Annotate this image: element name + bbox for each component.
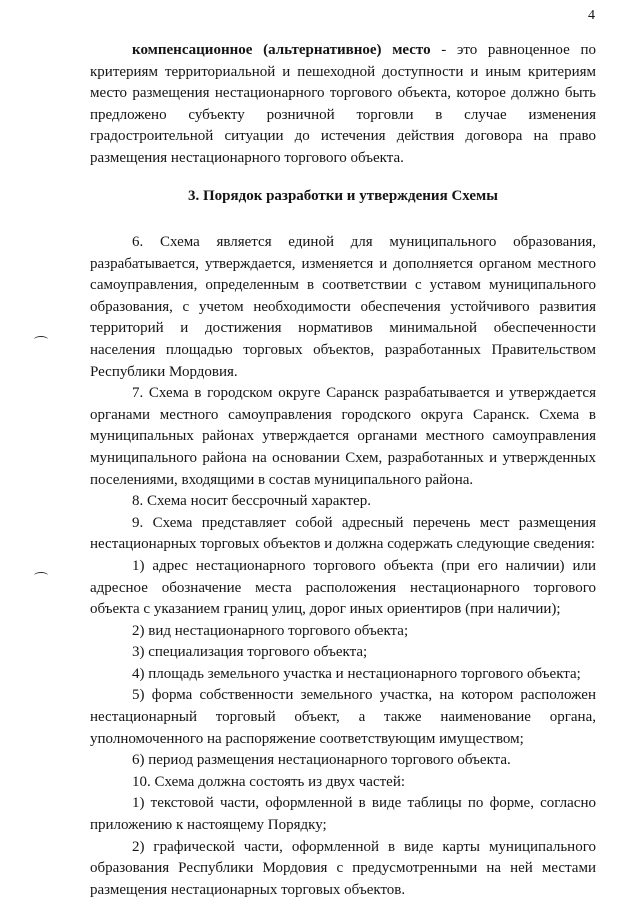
paragraph-9-item-5: 5) форма собственности земельного участка, на котором расположен нестационарный торговый объект, а также наименование органа, уполномоченного на распоряжение соответствующим имуществом; bbox=[90, 687, 596, 747]
paragraph-10-item-2: 2) графической части, оформленной в виде карты муниципального образования Республики Мордовия с предусмотренными на ней местами размещения нестационарных торговых объектов. bbox=[90, 838, 596, 898]
paragraph-9-item-3: 3) специализация торгового объекта; bbox=[132, 644, 368, 661]
paragraph-9-item-4: 4) площадь земельного участка и нестационарного торгового объекта; bbox=[132, 665, 581, 682]
section-heading: 3. Порядок разработки и утверждения Схемы bbox=[187, 188, 498, 204]
paragraph-10-item-1: 1) текстовой части, оформленной в виде таблицы по форме, согласно приложению к настоящему Порядку; bbox=[90, 795, 596, 834]
paragraph-10: 10. Схема должна состоять из двух частей: bbox=[132, 773, 406, 790]
paragraph-9-item-1: 1) адрес нестационарного торгового объекта (при его наличии) или адресное обозначение места расположения нестационарного торгового объекта с указанием границ улиц, дорог иных ориентиров (при наличии); bbox=[90, 557, 596, 618]
margin-mark bbox=[34, 572, 48, 579]
paragraph-8: 8. Схема носит бессрочный характер. bbox=[132, 493, 371, 510]
intro-term: компенсационное (альтернативное) место bbox=[132, 42, 431, 58]
intro-paragraph bbox=[90, 40, 596, 170]
paragraph-7: 7. Схема в городском округе Саранск разрабатывается и утверждается органами местного самоуправления городского округа Саранск. Схема в муниципальных районах утверждается органами местного самоуправления муниципального района на основании Схем, разработанных и утвержденных поселениями, входящими в состав муниципального района. bbox=[90, 385, 596, 488]
body-block bbox=[90, 232, 596, 901]
paragraph-6: 6. Схема является единой для муниципального образования, разрабатывается, утверждается, изменяется и дополняется органом местного самоуправления, определенным в соответствии с уставом муниципального образования, с учетом необходимости обеспечения устойчивого развития территорий и достижения нормативов минимальной обеспеченности населения площадью торговых объектов, разработанных Правительством Республики Мордовия. bbox=[90, 234, 596, 380]
paragraph-9-item-2: 2) вид нестационарного торгового объекта; bbox=[132, 622, 409, 639]
margin-mark bbox=[34, 336, 48, 343]
paragraph-9-item-6: 6) период размещения нестационарного торгового объекта. bbox=[132, 752, 511, 769]
intro-block bbox=[90, 40, 596, 170]
intro-definition: - это равноценное по критериям территориальной и пешеходной доступности и иным критериям место размещения нестационарного торгового объекта, которое должно быть предложено субъекту розничной торговли в случае изменения градостроительной ситуации до истечения действия договора на право размещения нестационарного торгового объекта. bbox=[90, 42, 596, 166]
page-number: 4 bbox=[588, 8, 595, 23]
paragraph-9: 9. Схема представляет собой адресный перечень мест размещения нестационарных торговых объектов и должна содержать следующие сведения: bbox=[90, 514, 596, 553]
